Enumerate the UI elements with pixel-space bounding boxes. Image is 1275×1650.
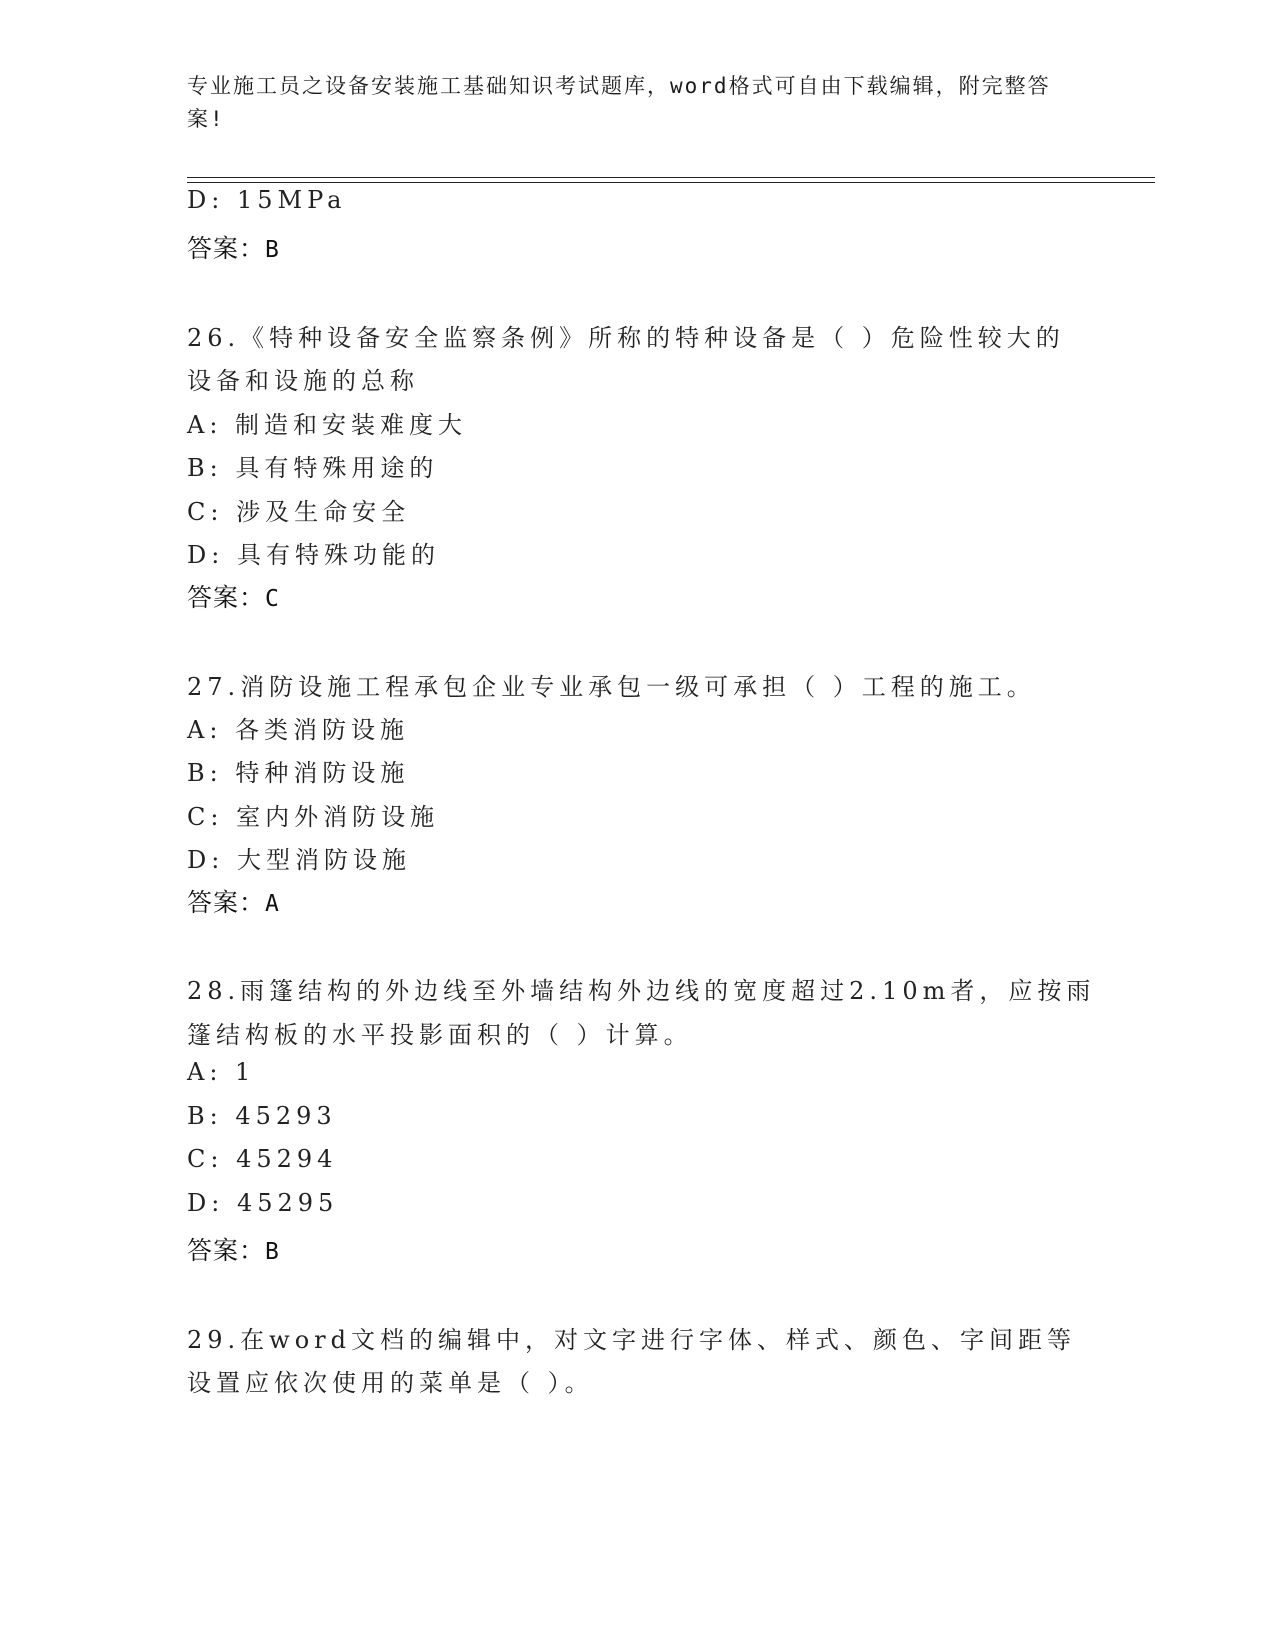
answer-value: C — [265, 586, 280, 612]
option-b: B: 45293 — [187, 1102, 337, 1130]
answer-line — [187, 229, 280, 265]
header-divider-bottom — [187, 182, 1155, 183]
page-header: 专业施工员之设备安装施工基础知识考试题库，word格式可自由下载编辑，附完整答案! — [187, 74, 1051, 131]
question-text: 28.雨篷结构的外边线至外墙结构外边线的宽度超过2.10m者，应按雨 — [187, 977, 1096, 1005]
option-b: B: 特种消防设施 — [187, 759, 410, 787]
question-text: 设备和设施的总称 — [187, 367, 419, 395]
question-text: 29.在word文档的编辑中，对文字进行字体、样式、颜色、字间距等 — [187, 1326, 1076, 1354]
answer-label: 答案： — [187, 888, 266, 917]
option-d: D: 大型消防设施 — [187, 846, 411, 874]
header-divider-top — [187, 177, 1155, 178]
question-text: 设置应依次使用的菜单是（ ）。 — [187, 1369, 594, 1397]
option-d: D: 45295 — [187, 1189, 339, 1217]
answer-line — [187, 1231, 280, 1267]
answer-line — [187, 578, 280, 614]
option-a: A: 1 — [187, 1058, 256, 1086]
question-text: 篷结构板的水平投影面积的（ ）计算。 — [187, 1021, 693, 1049]
option-a: A: 各类消防设施 — [187, 716, 410, 744]
answer-line — [187, 883, 280, 919]
option-b: B: 具有特殊用途的 — [187, 454, 439, 482]
option-a: A: 制造和安装难度大 — [187, 411, 468, 439]
question-text: 26.《特种设备安全监察条例》所称的特种设备是（ ）危险性较大的 — [187, 324, 1065, 352]
option-c: C: 涉及生命安全 — [187, 498, 411, 526]
option-c: C: 室内外消防设施 — [187, 803, 440, 831]
answer-label: 答案： — [187, 234, 266, 263]
option-d: D: 具有特殊功能的 — [187, 541, 440, 569]
answer-label: 答案： — [187, 583, 266, 612]
answer-value: A — [265, 891, 280, 917]
answer-value: B — [265, 1239, 280, 1265]
answer-value: B — [265, 237, 280, 263]
answer-label: 答案： — [187, 1236, 266, 1265]
option-c: C: 45294 — [187, 1145, 338, 1173]
question-text: 27.消防设施工程承包企业专业承包一级可承担（ ）工程的施工。 — [187, 673, 1036, 701]
option-d: D: 15MPa — [187, 186, 347, 214]
